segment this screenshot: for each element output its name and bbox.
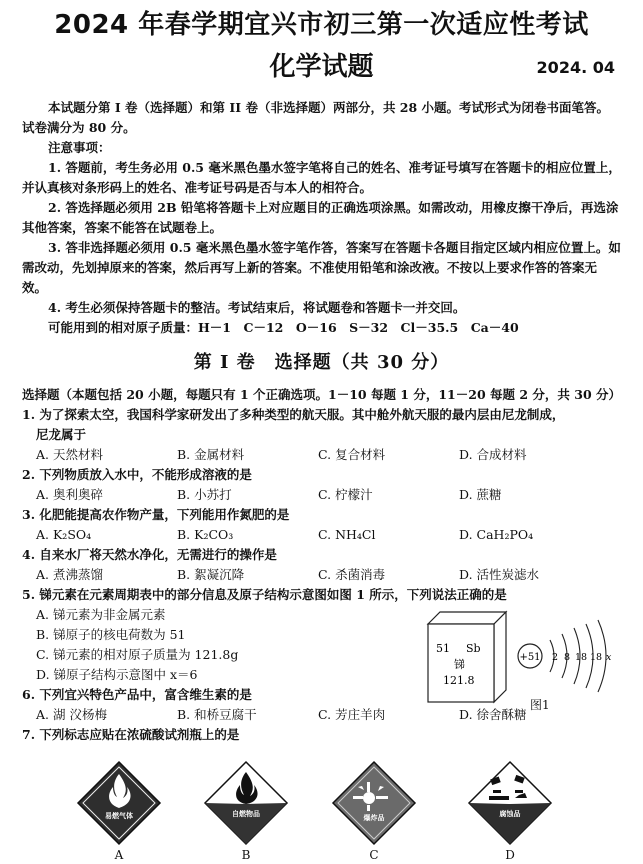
question-6-stem: 6. 下列宜兴特色产品中，富含维生素的是 — [22, 687, 252, 702]
option[interactable]: A. K₂SO₄ — [36, 527, 92, 542]
option[interactable]: D. 徐舍酥糖 — [459, 707, 527, 722]
shell-2: 8 — [564, 652, 571, 663]
element-symbol: Sb — [466, 642, 481, 655]
option[interactable]: B. 金属材料 — [177, 447, 245, 462]
question-3-stem: 3. 化肥能提高农作物产量，下列能用作氮肥的是 — [22, 507, 290, 522]
option[interactable]: B. K₂CO₃ — [177, 527, 234, 542]
element-cell — [428, 612, 506, 702]
note-2: 2. 答选择题必须用 2B 铅笔将答题卡上对应题目的正确选项涂黑。如需改动，用橡皮擦干净后，再选涂其他答案，答案不能答在试题卷上。 — [22, 200, 619, 235]
note-3: 3. 答非选择题必须用 0.5 毫米黑色墨水签字笔作答，答案写在答题卡各题目指定区域内相应位置上。如需改动，先划掉原来的答案，然后再写上新的答案。不准使用铅笔和涂改液。不按以上要求作答的答案无效。 — [22, 240, 621, 295]
exam-title: 2024 年春学期宜兴市初三第一次适应性考试 — [54, 10, 589, 40]
question-4-stem: 4. 自来水厂将天然水净化，无需进行的操作是 — [22, 547, 277, 562]
subject-title: 化学试题 — [269, 52, 374, 82]
element-number: 51 — [436, 642, 450, 655]
question-3-options — [22, 525, 629, 545]
question-2-stem: 2. 下列物质放入水中，不能形成溶液的是 — [22, 467, 252, 482]
option[interactable]: B. 和桥豆腐干 — [177, 707, 257, 722]
notes-heading: 注意事项： — [48, 140, 111, 155]
sign-b-letter: B — [241, 848, 251, 862]
sign-d-letter: D — [505, 848, 515, 862]
question-1-stem: 1. 为了探索太空，我国科学家研发出了多种类型的航天服。其中舱外航天服的最内层由尼龙制成， — [22, 407, 565, 422]
exam-date: 2024. 04 — [536, 58, 615, 77]
nucleus-charge: +51 — [519, 652, 541, 663]
option[interactable]: D. 活性炭滤水 — [459, 567, 540, 582]
section-title: 第 I 卷 选择题（共 30 分） — [193, 352, 450, 373]
spontaneously-combustible-sign[interactable] — [203, 760, 289, 846]
sign-d-text: 腐蚀品 — [499, 810, 521, 818]
exam-notes — [22, 98, 621, 338]
option[interactable]: B. 小苏打 — [177, 487, 232, 502]
sign-c-letter: C — [369, 848, 379, 862]
question-7-stem: 7. 下列标志应贴在浓硫酸试剂瓶上的是 — [22, 727, 240, 742]
option[interactable]: D. CaH₂PO₄ — [459, 527, 534, 542]
shell-1: 2 — [552, 652, 559, 663]
option[interactable]: B. 絮凝沉降 — [177, 567, 245, 582]
hazard-signs — [0, 760, 643, 864]
atomic-masses: 可能用到的相对原子质量：H－1 C－12 O－16 S－32 Cl－35.5 Ca－40 — [48, 320, 519, 335]
element-mass: 121.8 — [443, 674, 475, 687]
option[interactable]: D. 蔗糖 — [459, 487, 502, 502]
option[interactable]: C. 杀菌消毒 — [318, 567, 386, 582]
question-1-stem-cont: 尼龙属于 — [36, 427, 87, 442]
option[interactable]: B. 锑原子的核电荷数为 51 — [36, 627, 186, 642]
notes-intro: 本试题分第 I 卷（选择题）和第 II 卷（非选择题）两部分，共 28 小题。考试形式为闭卷书面笔答。试卷满分为 80 分。 — [22, 100, 610, 135]
question-5-stem: 5. 锑元素在元素周期表中的部分信息及原子结构示意图如图 1 所示，下列说法正确的是 — [22, 587, 507, 602]
shell-5: x — [606, 652, 612, 663]
explosive-sign[interactable] — [331, 760, 417, 846]
sign-a-letter: A — [114, 848, 124, 862]
question-2-options — [22, 485, 629, 505]
question-4-options — [22, 565, 629, 585]
note-4: 4. 考生必须保持答题卡的整洁。考试结束后，将试题卷和答题卡一并交回。 — [48, 300, 466, 315]
option[interactable]: A. 天然材料 — [36, 447, 103, 462]
flammable-gas-sign[interactable] — [76, 760, 162, 846]
figure-1-label: 图1 — [530, 698, 550, 712]
option[interactable]: A. 锑元素为非金属元素 — [36, 607, 166, 622]
question-1-options — [22, 445, 629, 465]
option[interactable]: C. 芳庄羊肉 — [318, 707, 386, 722]
question-stem — [22, 405, 629, 445]
shell-3: 18 — [575, 652, 588, 663]
section-instructions: 选择题（本题包括 20 小题，每题只有 1 个正确选项。1－10 每题 1 分，11－20 每题 2 分，共 30 分） — [22, 387, 621, 402]
figure-1-diagram — [400, 600, 640, 720]
atom-structure — [518, 620, 612, 692]
corrosive-sign[interactable] — [467, 760, 553, 846]
note-1: 1. 答题前，考生务必用 0.5 毫米黑色墨水签字笔将自己的姓名、准考证号填写在答题卡的相应位置上，并认真核对条形码上的姓名、准考证号码是否与本人的相符合。 — [22, 160, 621, 195]
option[interactable]: C. 锑元素的相对原子质量为 121.8g — [36, 647, 239, 662]
option[interactable]: A. 煮沸蒸馏 — [36, 567, 103, 582]
option[interactable]: C. 复合材料 — [318, 447, 386, 462]
sign-b-text: 自燃物品 — [232, 810, 260, 818]
option[interactable]: D. 合成材料 — [459, 447, 527, 462]
sign-a-text: 易燃气体 — [105, 812, 133, 820]
shell-4: 18 — [590, 652, 603, 663]
option[interactable]: C. NH₄Cl — [318, 527, 376, 542]
option[interactable]: C. 柠檬汁 — [318, 487, 373, 502]
sign-c-text: 爆炸品 — [363, 814, 385, 822]
element-name: 锑 — [454, 658, 465, 671]
option[interactable]: A. 湖 㳇杨梅 — [36, 707, 107, 722]
option[interactable]: D. 锑原子结构示意图中 x＝6 — [36, 667, 198, 682]
option[interactable]: A. 奥利奥碎 — [36, 487, 103, 502]
